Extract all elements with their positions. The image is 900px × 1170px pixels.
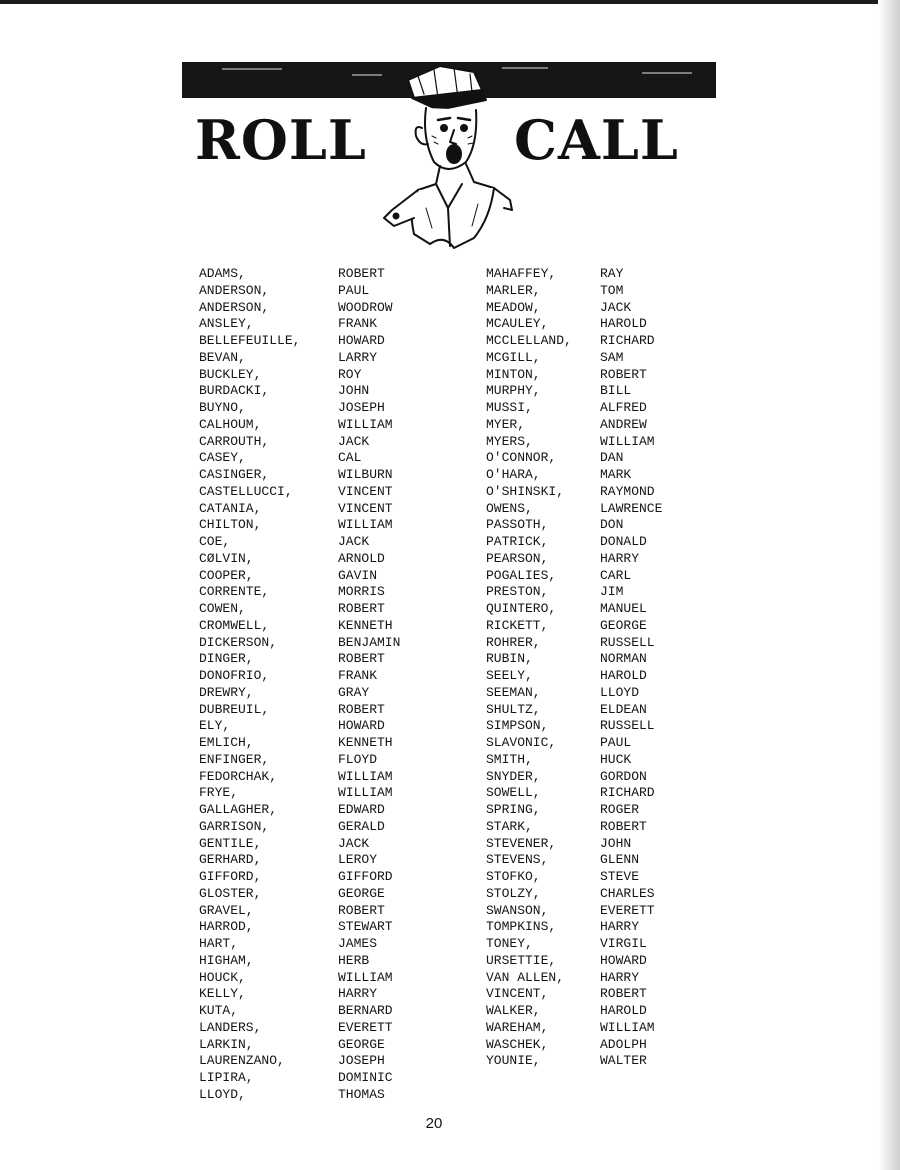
surname: VAN ALLEN,: [486, 969, 565, 985]
top-edge-rule: [0, 0, 900, 4]
surname: CASTELLUCCI,: [199, 483, 293, 499]
first-name: WILLIAM: [338, 969, 393, 985]
first-name: JOSEPH: [338, 1053, 385, 1069]
surname: STEVENS,: [486, 852, 549, 868]
surname: LAURENZANO,: [199, 1053, 285, 1069]
first-name: ALFRED: [600, 400, 647, 415]
first-name: HAROLD: [600, 668, 647, 683]
first-name: HOWARD: [338, 333, 385, 348]
first-name: LAWRENCE: [600, 500, 663, 516]
first-name: WILLIAM: [338, 768, 393, 784]
first-name: KENNETH: [338, 735, 393, 750]
surname: GIFFORD,: [199, 869, 262, 884]
surname: SEEMAN,: [486, 684, 541, 700]
surname: MYER,: [486, 416, 526, 432]
surname: SOWELL,: [486, 785, 541, 801]
surname-column-right: [486, 266, 572, 1070]
title-call: CALL: [514, 108, 679, 172]
first-name: ROBERT: [338, 902, 385, 918]
surname: STOLZY,: [486, 885, 541, 901]
surname: CARROUTH,: [199, 433, 270, 449]
surname: SPRING,: [486, 802, 541, 817]
first-name: ROBERT: [338, 601, 385, 616]
first-name: WILLIAM: [338, 785, 393, 801]
surname-column-left: [199, 266, 300, 1104]
surname: FEDORCHAK,: [199, 768, 278, 784]
surname: GRAVEL,: [199, 902, 254, 918]
first-name: GORDON: [600, 768, 647, 784]
first-name: THOMAS: [338, 1086, 385, 1102]
first-name: RUSSELL: [600, 634, 655, 650]
surname: ANSLEY,: [199, 316, 254, 332]
surname: SLAVONIC,: [486, 735, 557, 750]
surname: POGALIES,: [486, 567, 557, 583]
first-name: RAY: [600, 266, 624, 281]
surname: SHULTZ,: [486, 701, 541, 717]
surname: MCAULEY,: [486, 316, 549, 332]
first-name: ROBERT: [600, 366, 647, 382]
surname: URSETTIE,: [486, 952, 557, 968]
surname: ANDERSON,: [199, 299, 270, 315]
first-name: ADOLPH: [600, 1036, 647, 1052]
first-name: CHARLES: [600, 885, 655, 901]
surname: CASINGER,: [199, 467, 270, 482]
first-name: FLOYD: [338, 751, 378, 767]
surname: LIPIRA,: [199, 1070, 254, 1085]
first-name: VINCENT: [338, 500, 393, 516]
surname: YOUNIE,: [486, 1053, 541, 1069]
surname: ENFINGER,: [199, 751, 270, 767]
first-name: BENJAMIN: [338, 634, 401, 650]
surname: BUYNO,: [199, 400, 246, 415]
first-name: GEORGE: [600, 617, 647, 633]
first-name: GEORGE: [338, 885, 385, 901]
first-name: LEROY: [338, 852, 378, 868]
surname: WALKER,: [486, 1003, 541, 1018]
surname: OWENS,: [486, 500, 533, 516]
surname: LARKIN,: [199, 1036, 254, 1052]
first-name: LLOYD: [600, 684, 640, 700]
first-name: HERB: [338, 952, 370, 968]
surname: DINGER,: [199, 651, 254, 667]
first-name: VIRGIL: [600, 936, 647, 951]
surname: HART,: [199, 936, 239, 951]
surname: RICKETT,: [486, 617, 549, 633]
first-name: EVERETT: [600, 902, 655, 918]
surname: BEVAN,: [199, 349, 246, 365]
first-name: BERNARD: [338, 1003, 393, 1018]
first-name: EVERETT: [338, 1019, 393, 1035]
surname: PATRICK,: [486, 534, 549, 549]
surname: MCCLELLAND,: [486, 333, 572, 348]
first-name: STEVE: [600, 869, 640, 884]
surname: FRYE,: [199, 785, 239, 801]
surname: MEADOW,: [486, 299, 541, 315]
surname: RUBIN,: [486, 651, 533, 667]
surname: KELLY,: [199, 986, 246, 1002]
first-name: RAYMOND: [600, 483, 655, 499]
surname: COOPER,: [199, 567, 254, 583]
surname: ADAMS,: [199, 266, 246, 281]
first-name: MARK: [600, 467, 632, 482]
surname: COWEN,: [199, 601, 246, 616]
first-name: HARRY: [600, 550, 640, 566]
title-roll: ROLL: [195, 108, 367, 172]
first-name: HOWARD: [338, 718, 385, 734]
first-name: HARRY: [600, 969, 640, 985]
surname: CASEY,: [199, 450, 246, 466]
surname: MUSSI,: [486, 400, 533, 415]
first-name: NORMAN: [600, 651, 647, 667]
first-name: PAUL: [600, 735, 632, 750]
surname: CROMWELL,: [199, 617, 270, 633]
surname: DONOFRIO,: [199, 668, 270, 683]
first-name: JOHN: [600, 835, 632, 851]
first-name: WILLIAM: [600, 433, 655, 449]
first-name: GLENN: [600, 852, 640, 868]
first-name: VINCENT: [338, 483, 393, 499]
surname: CØLVIN,: [199, 550, 254, 566]
first-name: ROBERT: [338, 701, 385, 717]
surname: BELLEFEUILLE,: [199, 333, 301, 348]
surname: LANDERS,: [199, 1019, 262, 1035]
surname: MAHAFFEY,: [486, 266, 557, 281]
first-name: FRANK: [338, 316, 378, 332]
first-name: WILLIAM: [600, 1019, 655, 1035]
surname: LLOYD,: [199, 1086, 246, 1102]
first-name: ROY: [338, 366, 362, 382]
first-name: DONALD: [600, 534, 647, 549]
surname: DUBREUIL,: [199, 701, 270, 717]
first-name: HAROLD: [600, 316, 647, 332]
first-name: ROGER: [600, 802, 640, 817]
first-name: FRANK: [338, 668, 378, 683]
first-name: DOMINIC: [338, 1070, 393, 1085]
first-name: SAM: [600, 349, 624, 365]
surname: STOFKO,: [486, 869, 541, 884]
first-name: GRAY: [338, 684, 370, 700]
surname: ANDERSON,: [199, 282, 270, 298]
first-name: JOSEPH: [338, 400, 385, 415]
first-name: BILL: [600, 383, 632, 399]
surname: TOMPKINS,: [486, 919, 557, 935]
first-name: CAL: [338, 450, 362, 466]
surname: WAREHAM,: [486, 1019, 549, 1035]
surname: BUCKLEY,: [199, 366, 262, 382]
first-name: RICHARD: [600, 785, 655, 801]
surname: HOUCK,: [199, 969, 246, 985]
surname: MURPHY,: [486, 383, 541, 399]
first-name: WILLIAM: [338, 517, 393, 533]
surname: DREWRY,: [199, 684, 254, 700]
first-name: WILBURN: [338, 467, 393, 482]
first-name: EDWARD: [338, 802, 385, 817]
surname: SWANSON,: [486, 902, 549, 918]
surname: ELY,: [199, 718, 231, 734]
surname: O'SHINSKI,: [486, 483, 565, 499]
surname: STEVENER,: [486, 835, 557, 851]
first-name: GEORGE: [338, 1036, 385, 1052]
banner-texture: [642, 72, 692, 74]
first-name: ARNOLD: [338, 550, 385, 566]
surname: GALLAGHER,: [199, 802, 278, 817]
surname: GERHARD,: [199, 852, 262, 868]
surname: CHILTON,: [199, 517, 262, 533]
first-name: HARRY: [338, 986, 378, 1002]
surname: ROHRER,: [486, 634, 541, 650]
first-name: ROBERT: [600, 986, 647, 1002]
first-name: JIM: [600, 584, 624, 600]
surname: MARLER,: [486, 282, 541, 298]
banner-texture: [222, 68, 282, 70]
first-name: RUSSELL: [600, 718, 655, 734]
surname: DICKERSON,: [199, 634, 278, 650]
surname: PASSOTH,: [486, 517, 549, 533]
surname: GARRISON,: [199, 818, 270, 834]
first-name: JAMES: [338, 936, 378, 951]
first-name: ELDEAN: [600, 701, 647, 717]
surname: WASCHEK,: [486, 1036, 549, 1052]
surname: HARROD,: [199, 919, 254, 935]
first-name: STEWART: [338, 919, 393, 935]
first-name: HAROLD: [600, 1003, 647, 1018]
first-name: HARRY: [600, 919, 640, 935]
first-name: HOWARD: [600, 952, 647, 968]
first-name: KENNETH: [338, 617, 393, 633]
first-name: MANUEL: [600, 601, 647, 616]
first-name: JOHN: [338, 383, 370, 399]
surname: COE,: [199, 534, 231, 549]
surname: HIGHAM,: [199, 952, 254, 968]
first-name: ANDREW: [600, 416, 647, 432]
first-name: PAUL: [338, 282, 370, 298]
first-name: JACK: [338, 433, 370, 449]
first-name: WILLIAM: [338, 416, 393, 432]
surname: PRESTON,: [486, 584, 549, 600]
first-name: JACK: [338, 534, 370, 549]
first-name: LARRY: [338, 349, 378, 365]
first-name-column-left: [338, 266, 400, 1104]
first-name: TOM: [600, 282, 624, 298]
surname: STARK,: [486, 818, 533, 834]
surname: VINCENT,: [486, 986, 549, 1002]
surname: QUINTERO,: [486, 601, 557, 616]
surname: CALHOUM,: [199, 416, 262, 432]
first-name: WALTER: [600, 1053, 647, 1069]
first-name: GERALD: [338, 818, 385, 834]
surname: O'HARA,: [486, 467, 541, 482]
surname: KUTA,: [199, 1003, 239, 1018]
first-name: DON: [600, 517, 624, 533]
first-name: DAN: [600, 450, 624, 466]
first-name: GIFFORD: [338, 869, 393, 884]
surname: MYERS,: [486, 433, 533, 449]
surname: SNYDER,: [486, 768, 541, 784]
surname: CORRENTE,: [199, 584, 270, 600]
page-edge-shadow: [878, 0, 900, 1170]
first-name: MORRIS: [338, 584, 385, 600]
page-number: 20: [425, 1115, 443, 1132]
first-name-column-right: [600, 266, 662, 1070]
surname: GENTILE,: [199, 835, 262, 851]
first-name: JACK: [600, 299, 632, 315]
first-name: JACK: [338, 835, 370, 851]
surname: BURDACKI,: [199, 383, 270, 399]
surname: SEELY,: [486, 668, 533, 683]
surname: EMLICH,: [199, 735, 254, 750]
surname: SIMPSON,: [486, 718, 549, 734]
surname: PEARSON,: [486, 550, 549, 566]
surname: TONEY,: [486, 936, 533, 951]
surname: GLOSTER,: [199, 885, 262, 901]
surname: O'CONNOR,: [486, 450, 557, 466]
surname: MINTON,: [486, 366, 541, 382]
surname: SMITH,: [486, 751, 533, 767]
surname: MCGILL,: [486, 349, 541, 365]
first-name: WOODROW: [338, 299, 393, 315]
first-name: ROBERT: [338, 651, 385, 667]
shouting-soldier-illustration: [378, 58, 518, 254]
first-name: ROBERT: [600, 818, 647, 834]
first-name: CARL: [600, 567, 632, 583]
surname: CATANIA,: [199, 500, 262, 516]
first-name: HUCK: [600, 751, 632, 767]
first-name: ROBERT: [338, 266, 385, 281]
first-name: RICHARD: [600, 333, 655, 348]
first-name: GAVIN: [338, 567, 378, 583]
